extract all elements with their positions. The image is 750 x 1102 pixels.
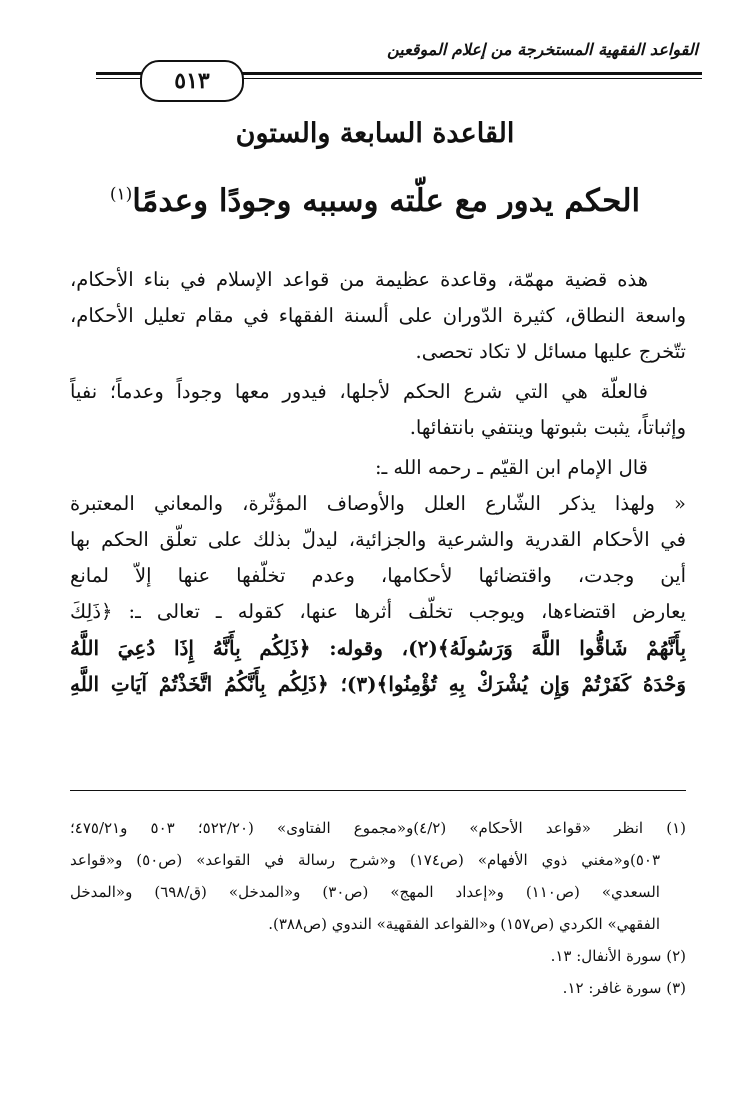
footnotes bbox=[70, 812, 686, 1004]
body-line: فالعلّة هي التي شرع الحكم لأجلها، فيدور معها وجوداً وعدماً؛ نفياً bbox=[70, 380, 648, 403]
chapter-title: القاعدة السابعة والستون bbox=[235, 118, 515, 149]
page-number: ٥١٣ bbox=[140, 60, 244, 102]
rule-footnote-mark: (١) bbox=[109, 184, 133, 205]
quote-line: « ولهذا يذكر الشّارع العلل والأوصاف المؤثّرة، والمعاني المعتبرة bbox=[70, 492, 686, 515]
footnote-line: (١) انظر «قواعد الأحكام» (٤/٢)و«مجموع الفتاوى» (٥٢٢/٢٠؛ ٥٠٣ و٤٧٥/٢١؛ bbox=[70, 819, 686, 837]
body-line: تتّخرج عليها مسائل لا تكاد تحصى. bbox=[415, 340, 686, 363]
footnote-line: ٥٠٣)و«مغني ذوي الأفهام» (ص١٧٤) و«شرح رسالة في القواعد» (ص٥٠) و«قواعد bbox=[70, 851, 660, 869]
footnote-line: السعدي» (ص١١٠) و«إعداد المهج» (ص٣٠) و«المدخل» (ق/٦٩٨) و«المدخل bbox=[70, 883, 660, 901]
body-text bbox=[70, 262, 686, 702]
quote-line: في الأحكام القدرية والشرعية والجزائية، ليدلّ بذلك على تعلّق الحكم بها bbox=[70, 528, 686, 551]
quran-line: وَحْدَهُ كَفَرْتُمْ وَإِن يُشْرَكْ بِهِ تُؤْمِنُوا﴾(٣)؛ ﴿ذَلِكُم بِأَنَّكُمُ اتَّخَذْتُمْ آيَاتِ اللَّهِ bbox=[70, 672, 686, 696]
footnote-line: الفقهي» الكردي (ص١٥٧) و«القواعد الفقهية» الندوي (ص٣٨٨). bbox=[268, 915, 660, 933]
rule-title bbox=[0, 183, 750, 219]
footnote-line: (٣) سورة غافر: ١٢. bbox=[562, 979, 686, 997]
quote-line: أين وجدت، واقتضائها لأحكامها، وعدم تخلّفها عنها إلاّ لمانع bbox=[70, 564, 686, 587]
body-line: وإثباتاً، يثبت بثبوتها وينتفي بانتفائها. bbox=[409, 416, 686, 439]
body-line: هذه قضية مهمّة، وقاعدة عظيمة من قواعد الإسلام في بناء الأحكام، bbox=[70, 268, 648, 291]
rule-title-text: الحكم يدور مع علّته وسببه وجودًا وعدمًا bbox=[132, 183, 641, 219]
running-title: القواعد الفقهية المستخرجة من إعلام الموقعين bbox=[387, 40, 698, 59]
body-line: واسعة النطاق، كثيرة الدّوران على ألسنة الفقهاء في مقام تعليل الأحكام، bbox=[70, 304, 686, 327]
body-line: قال الإمام ابن القيّم ـ رحمه الله ـ: bbox=[374, 456, 648, 479]
footnote-line: (٢) سورة الأنفال: ١٣. bbox=[550, 947, 686, 965]
quran-line: بِأَنَّهُمْ شَاقُّوا اللَّهَ وَرَسُولَهُ﴾(٢)، وقوله: ﴿ذَلِكُم بِأَنَّهُ إِذَا دُعِيَ اللَّهُ bbox=[70, 636, 686, 660]
footnote-separator bbox=[70, 790, 686, 791]
quote-line: يعارض اقتضاءها، ويوجب تخلّف أثرها عنها، كقوله ـ تعالى ـ: ﴿ذَلِكَ bbox=[70, 600, 686, 623]
